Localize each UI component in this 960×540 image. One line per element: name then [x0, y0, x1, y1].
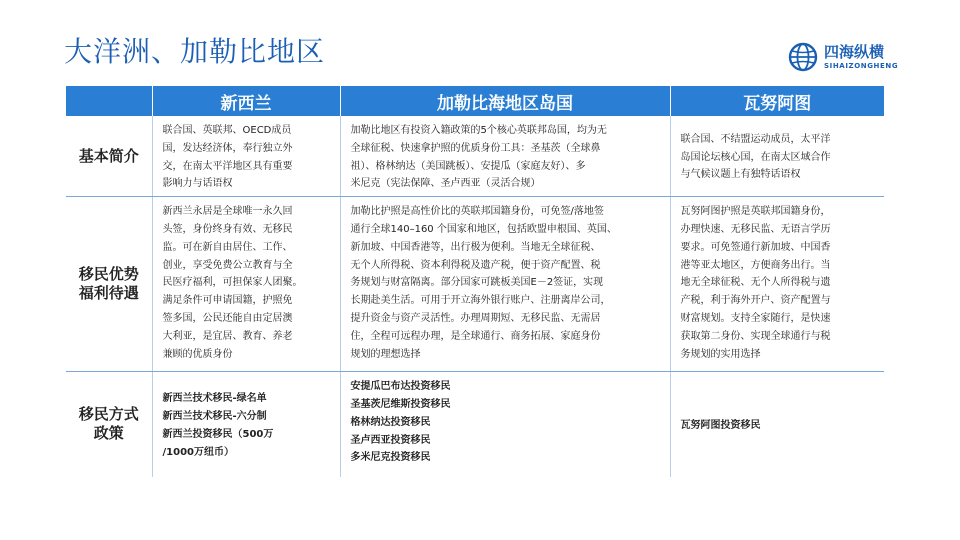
cell-text-line: 安提瓜巴布达投资移民 — [350, 381, 451, 393]
cell-text-line: 规划的理想选择 — [350, 348, 421, 360]
cell-text-line: 移民优势 — [78, 265, 139, 284]
cell-text-line: 头签，身份终身有效、无移民 — [162, 223, 293, 235]
cell-text-line: 岛国论坛核心国，在南太区域合作 — [680, 151, 831, 163]
cell-vanuatu-intro — [670, 116, 884, 197]
cell-text-line: 联合国、不结盟运动成员，太平洋 — [680, 133, 831, 145]
cell-text-line: 瓦努阿图投资移民 — [680, 420, 761, 432]
cell-text-line: 加勒比护照是高性价比的英联邦国籍身份，可免签/落地签 — [350, 206, 604, 218]
cell-text-line: 满足条件可申请国籍，护照免 — [162, 295, 293, 307]
logo-name-cn: 四海纵横 — [824, 42, 885, 61]
row-header-basic-intro — [66, 116, 152, 197]
cell-nz-methods — [152, 372, 340, 477]
cell-nz-benefits — [152, 197, 340, 372]
cell-text-line: 影响力与话语权 — [162, 178, 233, 190]
logo-name-en: SIHAIZONGHENG — [824, 61, 899, 70]
row-header-methods — [66, 372, 152, 477]
column-header-new-zealand: 新西兰 — [152, 86, 340, 116]
cell-text-line: 福利待遇 — [78, 284, 139, 303]
page-title: 大洋洲、加勒比地区 — [64, 35, 326, 68]
cell-text-line: 创业，享受免费公立教育与全 — [162, 259, 293, 271]
cell-text-line: 圣卢西亚投资移民 — [350, 434, 431, 446]
cell-text-line: 国，发达经济体，奉行独立外 — [162, 142, 293, 154]
table-row-benefits — [66, 197, 884, 372]
cell-text-line: 签多国，公民还能自由定居澳 — [162, 312, 293, 324]
cell-caribbean-methods — [340, 372, 670, 477]
cell-text-line: 新西兰技术移民-绿名单 — [162, 393, 267, 405]
cell-text-line: 财富规划。支持全家随行，是快速 — [680, 312, 831, 324]
cell-text-line: 米尼克（宪法保障、圣卢西亚（灵活合规） — [350, 178, 541, 190]
table-row-methods — [66, 372, 884, 477]
cell-caribbean-intro — [340, 116, 670, 197]
cell-text-line: 全球征税、快速拿护照的优质身份工具：圣基茨（全球鼻 — [350, 142, 601, 154]
cell-text-line: 监。可在新自由居住、工作、 — [162, 241, 293, 253]
table-header-row — [66, 86, 884, 116]
cell-text-line: 产税，利于海外开户、资产配置与 — [680, 295, 831, 307]
brand-logo — [788, 40, 918, 74]
cell-caribbean-benefits — [340, 197, 670, 372]
cell-text-line: 瓦努阿图护照是英联邦国籍身份， — [680, 206, 831, 218]
cell-vanuatu-methods — [670, 372, 884, 477]
cell-text-line: 基本简介 — [78, 146, 139, 165]
cell-text-line: 祖）、格林纳达（美国跳板）、安提瓜（家庭友好）、多 — [350, 160, 586, 172]
cell-text-line: 住，全程可远程办理，是全球通行、商务拓展、家庭身份 — [350, 330, 601, 342]
cell-text-line: 新西兰永居是全球唯一永久回 — [162, 206, 293, 218]
cell-text-line: 民医疗福利，可担保家人团聚。 — [162, 277, 303, 289]
cell-text-line: 新加坡、中国香港等，出行极为便利。当地无全球征税、 — [350, 241, 601, 253]
cell-text-line: 办理快速、无移民监、无语言学历 — [680, 223, 831, 235]
cell-text-line: 移民方式 — [78, 405, 139, 424]
cell-vanuatu-benefits — [670, 197, 884, 372]
comparison-table — [66, 86, 884, 477]
cell-text-line: 港等亚太地区，方便商务出行。当 — [680, 259, 831, 271]
cell-text-line: 新西兰投资移民（500万 — [162, 428, 274, 440]
cell-text-line: 新西兰技术移民-六分制 — [162, 411, 267, 423]
cell-text-line: 务规划的实用选择 — [680, 348, 761, 360]
cell-text-line: 长期赴美生活。可用于开立海外银行账户、注册离岸公司， — [350, 295, 611, 307]
cell-text-line: 兼顾的优质身份 — [162, 348, 233, 360]
cell-text-line: 联合国、英联邦、OECD成员 — [162, 125, 292, 136]
row-header-benefits — [66, 197, 152, 372]
cell-text-line: 务规划与财富隔离。部分国家可跳板美国E－2签证，实现 — [350, 277, 604, 289]
cell-nz-intro — [152, 116, 340, 197]
cell-text-line: 地无全球征税、无个人所得税与遗 — [680, 277, 831, 289]
cell-text-line: 政策 — [93, 424, 124, 443]
globe-logo-icon — [788, 42, 818, 72]
cell-text-line: 圣基茨尼维斯投资移民 — [350, 398, 451, 410]
column-header-empty — [66, 86, 152, 116]
cell-text-line: 无个人所得税、资本利得税及遗产税，便于资产配置、税 — [350, 259, 601, 271]
column-header-vanuatu: 瓦努阿图 — [670, 86, 884, 116]
cell-text-line: 多米尼克投资移民 — [350, 452, 431, 464]
cell-text-line: 要求。可免签通行新加坡、中国香 — [680, 241, 831, 253]
cell-text-line: 格林纳达投资移民 — [350, 416, 431, 428]
cell-text-line: 加勒比地区有投资入籍政策的5个核心英联邦岛国，均为无 — [350, 125, 607, 136]
cell-text-line: 通行全球140–160 个国家和地区，包括欧盟申根国、英国、 — [350, 223, 617, 235]
cell-text-line: 交，在南太平洋地区具有重要 — [162, 160, 293, 172]
cell-text-line: /1000万纽币） — [162, 446, 234, 458]
cell-text-line: 提升资金与资产灵活性。办理周期短、无移民监、无需居 — [350, 312, 601, 324]
cell-text-line: 与气候议题上有独特话语权 — [680, 169, 801, 181]
cell-text-line: 获取第二身份、实现全球通行与税 — [680, 330, 831, 342]
cell-text-line: 大利亚，是宜居、教育、养老 — [162, 330, 293, 342]
column-header-caribbean: 加勒比海地区岛国 — [340, 86, 670, 116]
table-row-basic-intro — [66, 116, 884, 197]
